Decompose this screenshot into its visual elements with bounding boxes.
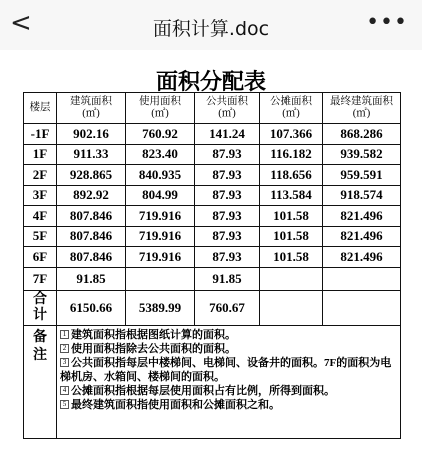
column-header: 使用面积 (㎡) [126, 93, 195, 124]
value-cell: 868.286 [323, 124, 401, 145]
value-cell: 101.58 [260, 206, 323, 227]
table-row [24, 267, 401, 290]
note-item [60, 356, 397, 384]
floor-cell: 4F [24, 206, 57, 227]
value-cell: 91.85 [57, 267, 126, 290]
value-cell: 892.92 [57, 185, 126, 206]
notes-label: 备 注 [24, 325, 57, 438]
value-cell: 87.93 [195, 206, 260, 227]
floor-cell: 3F [24, 185, 57, 206]
value-cell: 116.182 [260, 144, 323, 165]
floor-cell: 5F [24, 226, 57, 247]
value-cell: 911.33 [57, 144, 126, 165]
value-cell: 87.93 [195, 144, 260, 165]
value-cell: 101.58 [260, 226, 323, 247]
value-cell: 821.496 [323, 206, 401, 227]
value-cell: 804.99 [126, 185, 195, 206]
note-number: 2 [60, 344, 69, 353]
note-item [60, 398, 397, 412]
value-cell: 823.40 [126, 144, 195, 165]
value-cell: 113.584 [260, 185, 323, 206]
note-text: 最终建筑面积指使用面积和公摊面积之和。 [71, 398, 280, 411]
value-cell: 91.85 [195, 267, 260, 290]
value-cell: 101.58 [260, 247, 323, 268]
value-cell [126, 267, 195, 290]
value-cell: 928.865 [57, 165, 126, 186]
value-cell: 141.24 [195, 124, 260, 145]
table-row [24, 144, 401, 165]
table-row [24, 165, 401, 186]
value-cell: 939.582 [323, 144, 401, 165]
value-cell: 87.93 [195, 165, 260, 186]
value-cell: 807.846 [57, 247, 126, 268]
document-title: 面积分配表 [155, 69, 266, 95]
note-text: 使用面积指除去公共面积的面积。 [71, 342, 236, 355]
note-number: 1 [60, 330, 69, 339]
value-cell: 918.574 [323, 185, 401, 206]
value-cell: 760.92 [126, 124, 195, 145]
table-row [24, 124, 401, 145]
note-item [60, 342, 397, 356]
total-value-cell: 6150.66 [57, 290, 126, 325]
value-cell: 807.846 [57, 206, 126, 227]
column-header: 建筑面积 (㎡) [57, 93, 126, 124]
document-page [0, 50, 422, 458]
column-header: 最终建筑面积 (㎡) [323, 93, 401, 124]
note-text: 建筑面积指根据图纸计算的面积。 [71, 328, 236, 341]
value-cell: 87.93 [195, 185, 260, 206]
total-value-cell: 760.67 [195, 290, 260, 325]
note-number: 4 [60, 386, 69, 395]
total-row [24, 290, 401, 325]
table-row [24, 247, 401, 268]
floor-cell: 6F [24, 247, 57, 268]
total-value-cell [323, 290, 401, 325]
value-cell: 821.496 [323, 226, 401, 247]
floor-cell: -1F [24, 124, 57, 145]
top-bar [0, 0, 422, 50]
value-cell: 87.93 [195, 247, 260, 268]
column-header: 楼层 [24, 93, 57, 124]
table-row [24, 185, 401, 206]
floor-cell: 2F [24, 165, 57, 186]
value-cell [323, 267, 401, 290]
floor-cell: 7F [24, 267, 57, 290]
window-title: 面积计算.doc [152, 18, 270, 40]
table-row [24, 226, 401, 247]
more-options-icon[interactable]: ••• [366, 10, 408, 35]
total-label: 合 计 [24, 290, 57, 325]
column-header: 公共面积 (㎡) [195, 93, 260, 124]
note-item [60, 328, 397, 342]
value-cell: 118.656 [260, 165, 323, 186]
value-cell: 821.496 [323, 247, 401, 268]
value-cell: 87.93 [195, 226, 260, 247]
total-value-cell [260, 290, 323, 325]
back-chevron-icon[interactable]: < [10, 8, 32, 38]
value-cell [260, 267, 323, 290]
column-header: 公摊面积 (㎡) [260, 93, 323, 124]
value-cell: 807.846 [57, 226, 126, 247]
note-number: 5 [60, 400, 69, 409]
notes-content [57, 325, 401, 438]
note-text: 公共面积指每层中楼梯间、电梯间、设备井的面积。7F的面积为电梯机房、水箱间、楼梯间的面积。 [60, 356, 392, 383]
value-cell: 719.916 [126, 247, 195, 268]
value-cell: 840.935 [126, 165, 195, 186]
floor-cell: 1F [24, 144, 57, 165]
value-cell: 902.16 [57, 124, 126, 145]
table-header-row [24, 93, 401, 124]
total-value-cell: 5389.99 [126, 290, 195, 325]
notes-row [24, 325, 401, 438]
note-text: 公摊面积指根据每层使用面积占有比例，所得到面积。 [71, 384, 335, 397]
area-table [23, 92, 401, 439]
value-cell: 719.916 [126, 206, 195, 227]
note-item [60, 384, 397, 398]
value-cell: 719.916 [126, 226, 195, 247]
table-row [24, 206, 401, 227]
note-number: 3 [60, 358, 69, 367]
value-cell: 107.366 [260, 124, 323, 145]
value-cell: 959.591 [323, 165, 401, 186]
